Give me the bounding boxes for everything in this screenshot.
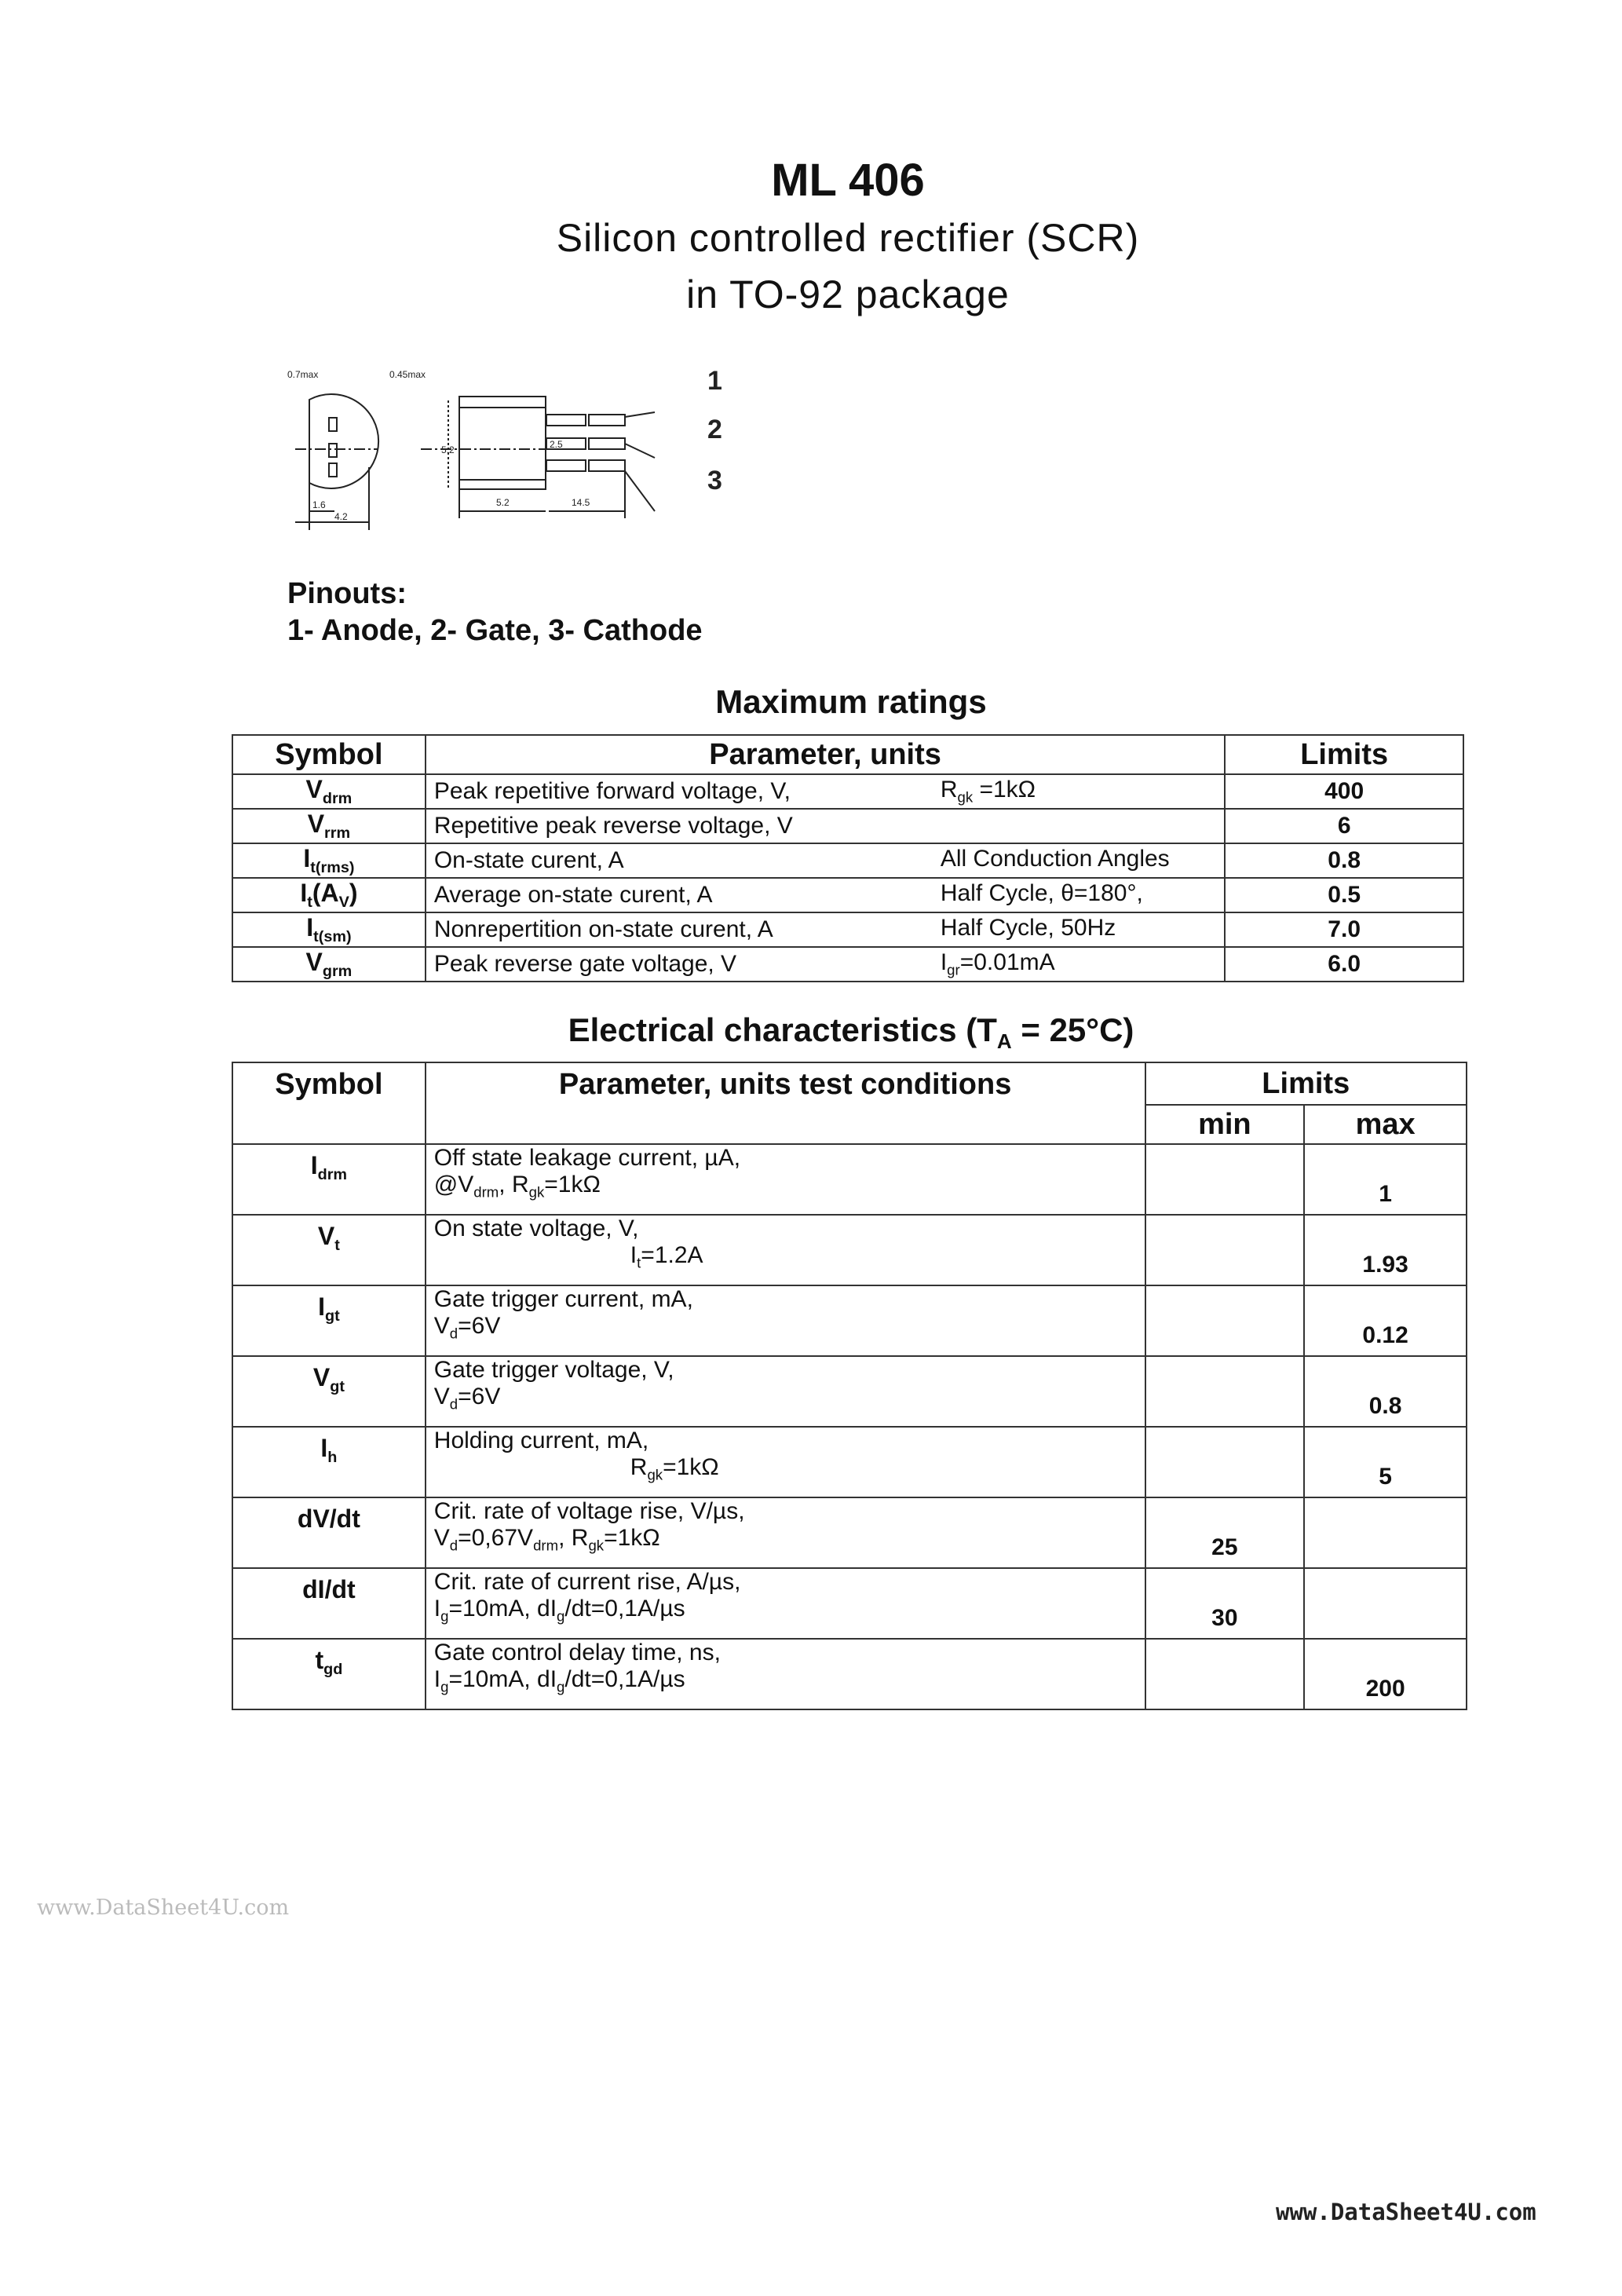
min-cell xyxy=(1145,1215,1305,1285)
condition-text: All Conduction Angles xyxy=(940,845,1170,872)
table-row xyxy=(232,843,1463,878)
table-row xyxy=(232,1427,1467,1497)
symbol-cell: $I_h$ xyxy=(232,1427,426,1497)
max-cell xyxy=(1304,1497,1467,1568)
max-cell: 200 xyxy=(1304,1639,1467,1709)
table-row xyxy=(232,774,1463,809)
max-ratings-heading: Maximum ratings xyxy=(715,683,987,720)
symbol-cell: $V_{rrm}$ xyxy=(232,809,426,843)
condition-text: Half Cycle, θ=180°, xyxy=(940,879,1143,906)
table-row xyxy=(232,878,1463,912)
parameter-cell xyxy=(426,1144,1145,1215)
subscript: t xyxy=(334,1236,340,1254)
min-cell xyxy=(1145,1144,1305,1215)
subscript: grm xyxy=(322,962,353,980)
parameter-cell xyxy=(426,1427,1145,1497)
parameter-cell xyxy=(426,1215,1145,1285)
min-cell xyxy=(1145,1356,1305,1427)
max-cell: 1.93 xyxy=(1304,1215,1467,1285)
min-cell xyxy=(1145,1427,1305,1497)
symbol-cell: $I_{gt}$ xyxy=(232,1285,426,1356)
test-condition: $V_d=0,67V_{drm}$, $R_{gk}=1k\Omega$ xyxy=(433,1525,660,1554)
test-condition: $I_t=1.2A$ xyxy=(630,1242,703,1271)
dim-2.5: 2.5 xyxy=(550,439,563,450)
table-row xyxy=(232,912,1463,947)
dim-1.6: 1.6 xyxy=(312,499,326,510)
symbol-cell: $I_{t(sm)}$ xyxy=(232,912,426,947)
min-cell xyxy=(1145,1639,1305,1709)
parameter-cell xyxy=(426,1639,1145,1709)
subscript: gt xyxy=(324,1307,340,1325)
header-symbol: Symbol xyxy=(232,735,426,774)
dim-0.7max: 0.7max xyxy=(287,369,319,380)
symbol-cell: $t_{gd}$ xyxy=(232,1639,426,1709)
parameter-cell: Peak repetitive forward voltage, V, $R_{gk} =1k\Omega$ xyxy=(426,774,1225,809)
max-ratings-table xyxy=(232,734,1464,982)
table-row xyxy=(232,809,1463,843)
subscript: gk xyxy=(957,788,974,806)
watermark-left: www.DataSheet4U.com xyxy=(37,1896,290,1920)
header-min: min xyxy=(1145,1105,1305,1144)
header-symbol: Symbol xyxy=(232,1062,426,1144)
test-condition: $V_d=6V$ xyxy=(433,1313,501,1342)
subscript: t xyxy=(307,893,312,911)
subscript: drm xyxy=(533,1537,559,1554)
max-cell: 0.12 xyxy=(1304,1285,1467,1356)
symbol-cell: dV/dt xyxy=(232,1497,426,1568)
to92-package-drawing xyxy=(287,357,758,534)
subscript: V xyxy=(338,893,349,911)
table-row xyxy=(232,1568,1467,1639)
max-cell xyxy=(1304,1568,1467,1639)
header-max: max xyxy=(1304,1105,1467,1144)
parameter-cell: Average on-state curent, A Half Cycle, θ=180°, xyxy=(426,878,1225,912)
subscript: gr xyxy=(947,961,960,978)
table-row xyxy=(232,947,1463,982)
parameter-cell xyxy=(426,1497,1145,1568)
subscript: gk xyxy=(588,1537,605,1554)
limit-cell: 7.0 xyxy=(1225,912,1463,947)
parameter-line-1: Off state leakage current, µA, xyxy=(433,1145,741,1171)
subscript: drm xyxy=(317,1165,348,1183)
subscript: g xyxy=(440,1678,449,1695)
subscript: d xyxy=(449,1395,458,1413)
subscript: gk xyxy=(528,1183,545,1201)
dim-4.2: 4.2 xyxy=(334,511,348,522)
dim-5.2-height: 5.2 xyxy=(441,444,455,455)
dim-0.45max: 0.45max xyxy=(389,369,426,380)
symbol-cell: $I_t(A_V)$ xyxy=(232,878,426,912)
pin-label-3: 3 xyxy=(707,466,722,495)
limit-cell: 0.8 xyxy=(1225,843,1463,878)
subscript: t(rms) xyxy=(310,858,355,876)
parameter-line-1: Crit. rate of current rise, A/µs, xyxy=(433,1569,741,1595)
subscript: A xyxy=(996,1029,1012,1054)
header-parameter: Parameter, units xyxy=(426,735,1225,774)
subscript: gd xyxy=(323,1660,343,1678)
symbol-cell: $V_t$ xyxy=(232,1215,426,1285)
table-row xyxy=(232,1497,1467,1568)
table-row xyxy=(232,1144,1467,1215)
min-cell xyxy=(1145,1285,1305,1356)
condition-text: Half Cycle, 50Hz xyxy=(940,914,1116,941)
symbol-cell: dI/dt xyxy=(232,1568,426,1639)
subtitle-line-1: Silicon controlled rectifier (SCR) xyxy=(556,216,1140,260)
electrical-characteristics-table xyxy=(232,1062,1467,1710)
parameter-cell: On-state curent, A All Conduction Angles xyxy=(426,843,1225,878)
subscript: t(sm) xyxy=(313,927,352,945)
subtitle-line-2: in TO-92 package xyxy=(686,272,1010,316)
max-cell: 5 xyxy=(1304,1427,1467,1497)
test-condition: $I_g=10mA$, $dI_g/dt=0,1A/\mu s$ xyxy=(433,1666,685,1695)
limit-cell: 400 xyxy=(1225,774,1463,809)
pin-label-2: 2 xyxy=(707,415,722,444)
limit-cell: 0.5 xyxy=(1225,878,1463,912)
subscript: g xyxy=(557,1678,565,1695)
max-cell: 1 xyxy=(1304,1144,1467,1215)
limit-cell: 6.0 xyxy=(1225,947,1463,982)
pin-label-1: 1 xyxy=(707,366,722,396)
parameter-cell xyxy=(426,1568,1145,1639)
parameter-cell: Peak reverse gate voltage, V $I_{gr}=0.01mA$ xyxy=(426,947,1225,982)
limit-cell: 6 xyxy=(1225,809,1463,843)
test-condition: $I_g=10mA$, $dI_g/dt=0,1A/\mu s$ xyxy=(433,1596,685,1625)
pinouts-list: 1- Anode, 2- Gate, 3- Cathode xyxy=(287,614,703,647)
parameter-line-1: Gate trigger voltage, V, xyxy=(433,1357,674,1383)
test-condition: $R_{gk}=1k\Omega$ xyxy=(630,1454,719,1483)
subscript: d xyxy=(449,1325,458,1342)
header-limits: Limits xyxy=(1145,1062,1467,1105)
symbol-cell: $V_{drm}$ xyxy=(232,774,426,809)
subscript: h xyxy=(327,1448,338,1466)
parameter-line-1: Gate trigger current, mA, xyxy=(433,1286,693,1312)
subscript: g xyxy=(557,1607,565,1625)
parameter-cell xyxy=(426,1285,1145,1356)
parameter-cell: Nonrepertition on-state curent, A Half Cycle, 50Hz xyxy=(426,912,1225,947)
symbol-cell: $I_{drm}$ xyxy=(232,1144,426,1215)
header-limits: Limits xyxy=(1225,735,1463,774)
subscript: g xyxy=(440,1607,449,1625)
symbol-cell: $V_{gt}$ xyxy=(232,1356,426,1427)
subscript: drm xyxy=(322,789,353,807)
header-parameter: Parameter, units test conditions xyxy=(426,1062,1145,1144)
condition-text: $I_{gr}=0.01mA$ xyxy=(940,949,1055,978)
parameter-cell: Repetitive peak reverse voltage, V xyxy=(426,809,1225,843)
watermark-bottom-right[interactable]: www.DataSheet4U.com xyxy=(1276,2199,1536,2225)
parameter-line-1: On state voltage, V, xyxy=(433,1216,639,1241)
min-cell: 30 xyxy=(1145,1568,1305,1639)
dim-5.2-length: 5.2 xyxy=(496,497,510,508)
min-cell: 25 xyxy=(1145,1497,1305,1568)
subscript: rrm xyxy=(324,824,351,842)
symbol-cell: $I_{t(rms)}$ xyxy=(232,843,426,878)
dim-14.5: 14.5 xyxy=(572,497,590,508)
subscript: gk xyxy=(647,1466,663,1483)
part-number-title: ML 406 xyxy=(771,155,925,206)
pinouts-label: Pinouts: xyxy=(287,577,407,610)
parameter-line-1: Holding current, mA, xyxy=(433,1428,649,1453)
table-row xyxy=(232,1215,1467,1285)
parameter-line-1: Crit. rate of voltage rise, V/µs, xyxy=(433,1498,745,1524)
test-condition: $@V_{drm}$, $R_{gk}=1k\Omega$ xyxy=(433,1172,601,1201)
subscript: t xyxy=(637,1254,641,1271)
subscript: gt xyxy=(330,1377,345,1395)
parameter-cell xyxy=(426,1356,1145,1427)
subscript: drm xyxy=(473,1183,499,1201)
symbol-cell: $V_{grm}$ xyxy=(232,947,426,982)
subscript: d xyxy=(449,1537,458,1554)
table-row xyxy=(232,1639,1467,1709)
package-outline-front xyxy=(309,394,378,488)
parameter-line-1: Gate control delay time, ns, xyxy=(433,1640,721,1665)
condition-text: $R_{gk} =1k\Omega$ xyxy=(940,777,1036,806)
max-cell: 0.8 xyxy=(1304,1356,1467,1427)
table-row xyxy=(232,1356,1467,1427)
electrical-characteristics-heading: Electrical characteristics $(T_A = 25^\circ C)$ xyxy=(568,1011,1134,1054)
test-condition: $V_d=6V$ xyxy=(433,1384,501,1413)
table-row xyxy=(232,1285,1467,1356)
